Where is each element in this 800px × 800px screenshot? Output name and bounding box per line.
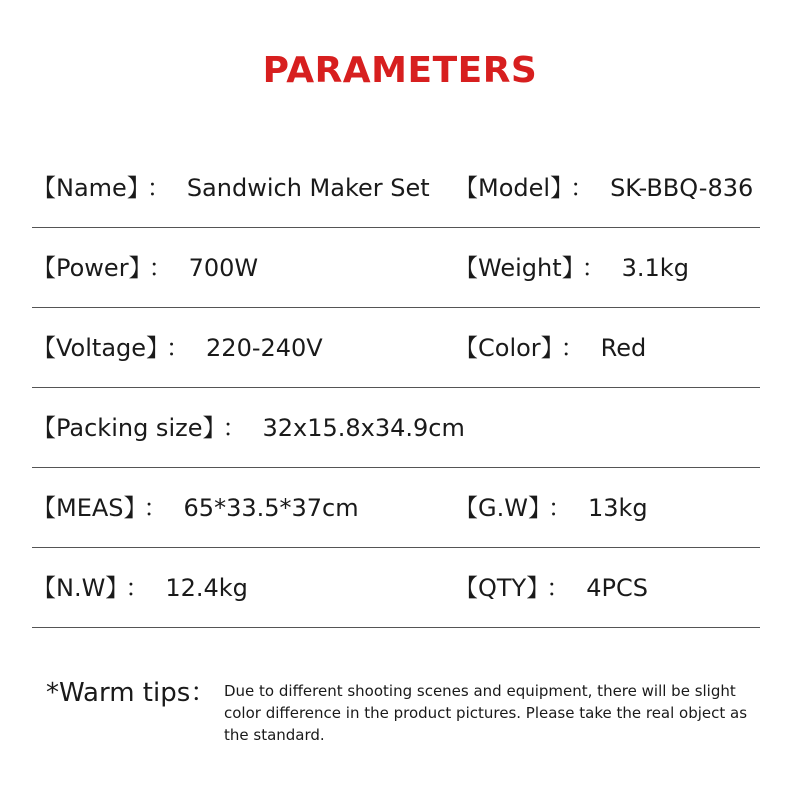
param-separator: ： <box>143 494 168 522</box>
param-net-weight <box>32 570 248 606</box>
table-row <box>32 548 760 628</box>
warm-tips-text: Due to different shooting scenes and equipment, there will be slight color difference in the product pictures. Please take the real object as the standard. <box>224 682 748 744</box>
param-value: 13kg <box>587 494 648 522</box>
param-value: 4PCS <box>586 574 648 602</box>
table-row <box>32 388 760 468</box>
param-separator: ： <box>222 414 247 442</box>
param-separator: ： <box>166 334 191 362</box>
param-name <box>32 170 430 206</box>
table-row <box>32 228 760 308</box>
param-label: 【Model】 <box>454 174 563 202</box>
param-label: 【QTY】 <box>454 574 539 602</box>
param-separator: ： <box>570 174 595 202</box>
param-separator: ： <box>547 494 572 522</box>
param-model <box>454 170 753 206</box>
param-label: 【Packing size】 <box>32 414 215 442</box>
param-value: 700W <box>188 254 259 282</box>
param-value: 3.1kg <box>621 254 689 282</box>
param-separator: ： <box>581 254 606 282</box>
param-value: Sandwich Maker Set <box>186 174 430 202</box>
param-label: 【MEAS】 <box>32 494 136 522</box>
param-separator: ： <box>148 254 173 282</box>
warm-tips-label: *Warm tips： <box>46 678 217 708</box>
param-separator: ： <box>546 574 571 602</box>
page-title: PARAMETERS <box>262 50 538 91</box>
param-value: 32x15.8x34.9cm <box>262 414 465 442</box>
param-meas <box>32 490 359 526</box>
param-value: Red <box>600 334 647 362</box>
param-label: 【Power】 <box>32 254 141 282</box>
param-gross-weight <box>454 490 648 526</box>
table-row <box>32 148 760 228</box>
param-value: SK-BBQ-836 <box>610 174 754 202</box>
param-power <box>32 250 258 286</box>
param-value: 12.4kg <box>165 574 248 602</box>
param-label: 【Voltage】 <box>32 334 159 362</box>
parameter-table <box>32 148 760 628</box>
param-label: 【G.W】 <box>454 494 540 522</box>
param-value: 220-240V <box>206 334 323 362</box>
param-label: 【Color】 <box>454 334 553 362</box>
param-weight <box>454 250 689 286</box>
param-color <box>454 330 646 366</box>
param-separator: ： <box>146 174 171 202</box>
param-label: 【Name】 <box>32 174 139 202</box>
param-packing-size <box>32 410 465 446</box>
param-label: 【N.W】 <box>32 574 118 602</box>
table-row <box>32 468 760 548</box>
param-separator: ： <box>560 334 585 362</box>
param-label: 【Weight】 <box>454 254 574 282</box>
param-voltage <box>32 330 323 366</box>
param-quantity <box>454 570 648 606</box>
param-value: 65*33.5*37cm <box>183 494 359 522</box>
table-row <box>32 308 760 388</box>
param-separator: ： <box>125 574 150 602</box>
